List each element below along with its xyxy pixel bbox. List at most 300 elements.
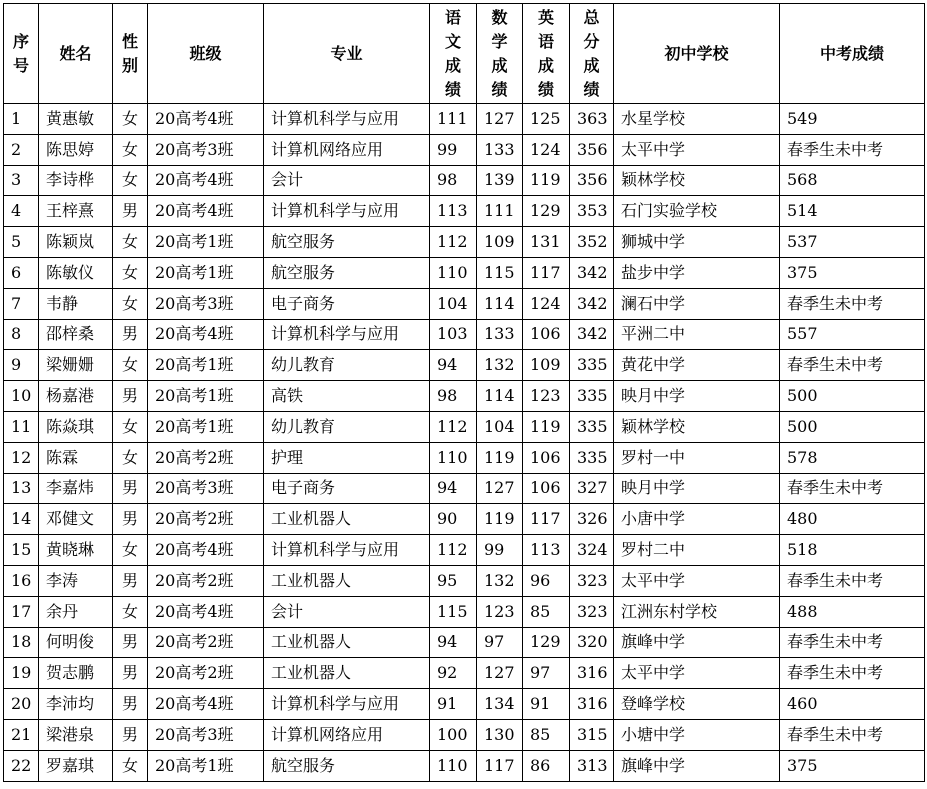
- cell-class: 20高考2班: [148, 627, 264, 658]
- cell-major: 高铁: [264, 381, 430, 412]
- cell-english: 91: [523, 689, 570, 720]
- header-math-char: 成: [491, 55, 508, 75]
- header-chinese: [430, 4, 477, 104]
- cell-english: 123: [523, 381, 570, 412]
- cell-english: 119: [523, 411, 570, 442]
- cell-major: 计算机网络应用: [264, 134, 430, 165]
- header-row: [4, 4, 925, 104]
- cell-zhongkao: 375: [780, 257, 925, 288]
- cell-gender: 女: [113, 350, 148, 381]
- cell-gender: 女: [113, 442, 148, 473]
- cell-chinese: 94: [430, 350, 477, 381]
- cell-math: 133: [477, 319, 523, 350]
- cell-math: 127: [477, 104, 523, 135]
- cell-class: 20高考1班: [148, 750, 264, 781]
- table-row: [4, 288, 925, 319]
- cell-gender: 女: [113, 257, 148, 288]
- cell-zhongkao: 春季生未中考: [780, 719, 925, 750]
- cell-index: 22: [4, 750, 39, 781]
- cell-middle-school: 罗村二中: [614, 535, 780, 566]
- cell-english: 119: [523, 165, 570, 196]
- header-total-char: 成: [583, 55, 600, 75]
- cell-chinese: 115: [430, 596, 477, 627]
- cell-english: 106: [523, 442, 570, 473]
- cell-total: 320: [570, 627, 614, 658]
- cell-middle-school: 登峰学校: [614, 689, 780, 720]
- cell-math: 132: [477, 565, 523, 596]
- cell-chinese: 98: [430, 381, 477, 412]
- cell-middle-school: 罗村一中: [614, 442, 780, 473]
- cell-class: 20高考2班: [148, 442, 264, 473]
- header-gender-char: 性: [121, 31, 138, 51]
- cell-total: 335: [570, 442, 614, 473]
- cell-class: 20高考1班: [148, 411, 264, 442]
- cell-index: 19: [4, 658, 39, 689]
- header-chinese-char: 文: [444, 31, 461, 51]
- cell-class: 20高考4班: [148, 319, 264, 350]
- cell-gender: 男: [113, 565, 148, 596]
- cell-middle-school: 旗峰中学: [614, 627, 780, 658]
- table-row: [4, 165, 925, 196]
- cell-major: 工业机器人: [264, 504, 430, 535]
- cell-middle-school: 江洲东村学校: [614, 596, 780, 627]
- cell-class: 20高考1班: [148, 381, 264, 412]
- cell-total: 316: [570, 658, 614, 689]
- header-math: [477, 4, 523, 104]
- cell-total: 315: [570, 719, 614, 750]
- header-index-char: 号: [12, 55, 29, 75]
- cell-chinese: 90: [430, 504, 477, 535]
- cell-major: 幼儿教育: [264, 350, 430, 381]
- cell-math: 111: [477, 196, 523, 227]
- cell-class: 20高考4班: [148, 196, 264, 227]
- cell-index: 4: [4, 196, 39, 227]
- table-row: [4, 442, 925, 473]
- table-row: [4, 750, 925, 781]
- cell-chinese: 111: [430, 104, 477, 135]
- table-row: [4, 381, 925, 412]
- cell-chinese: 99: [430, 134, 477, 165]
- cell-index: 2: [4, 134, 39, 165]
- cell-name: 梁姗姗: [39, 350, 113, 381]
- cell-math: 132: [477, 350, 523, 381]
- cell-name: 黄晓琳: [39, 535, 113, 566]
- cell-total: 342: [570, 288, 614, 319]
- cell-index: 13: [4, 473, 39, 504]
- cell-zhongkao: 578: [780, 442, 925, 473]
- header-name: [39, 4, 113, 104]
- cell-major: 计算机网络应用: [264, 719, 430, 750]
- cell-major: 会计: [264, 596, 430, 627]
- cell-name: 邵梓桑: [39, 319, 113, 350]
- cell-english: 131: [523, 227, 570, 258]
- cell-math: 97: [477, 627, 523, 658]
- cell-gender: 女: [113, 104, 148, 135]
- cell-index: 10: [4, 381, 39, 412]
- cell-index: 12: [4, 442, 39, 473]
- cell-major: 电子商务: [264, 473, 430, 504]
- cell-middle-school: 颖林学校: [614, 165, 780, 196]
- cell-major: 电子商务: [264, 288, 430, 319]
- cell-class: 20高考1班: [148, 257, 264, 288]
- cell-english: 96: [523, 565, 570, 596]
- table-row: [4, 196, 925, 227]
- cell-class: 20高考3班: [148, 473, 264, 504]
- cell-zhongkao: 568: [780, 165, 925, 196]
- cell-english: 97: [523, 658, 570, 689]
- cell-english: 113: [523, 535, 570, 566]
- cell-class: 20高考2班: [148, 658, 264, 689]
- cell-english: 129: [523, 196, 570, 227]
- cell-zhongkao: 春季生未中考: [780, 288, 925, 319]
- cell-index: 18: [4, 627, 39, 658]
- cell-major: 工业机器人: [264, 565, 430, 596]
- cell-chinese: 110: [430, 442, 477, 473]
- cell-zhongkao: 549: [780, 104, 925, 135]
- cell-total: 335: [570, 381, 614, 412]
- cell-zhongkao: 春季生未中考: [780, 473, 925, 504]
- cell-name: 李沛均: [39, 689, 113, 720]
- cell-gender: 女: [113, 411, 148, 442]
- header-index-char: 序: [12, 31, 29, 51]
- cell-major: 计算机科学与应用: [264, 535, 430, 566]
- cell-english: 117: [523, 504, 570, 535]
- cell-class: 20高考2班: [148, 565, 264, 596]
- cell-english: 85: [523, 596, 570, 627]
- header-math-char: 绩: [491, 79, 508, 99]
- cell-total: 323: [570, 565, 614, 596]
- cell-name: 黄惠敏: [39, 104, 113, 135]
- header-name-char: 姓名: [59, 43, 92, 63]
- cell-total: 356: [570, 165, 614, 196]
- cell-math: 134: [477, 689, 523, 720]
- cell-english: 124: [523, 288, 570, 319]
- table-row: [4, 504, 925, 535]
- cell-chinese: 113: [430, 196, 477, 227]
- cell-class: 20高考1班: [148, 350, 264, 381]
- table-row: [4, 565, 925, 596]
- cell-major: 工业机器人: [264, 658, 430, 689]
- cell-zhongkao: 500: [780, 381, 925, 412]
- header-zhongkao: [780, 4, 925, 104]
- cell-total: 327: [570, 473, 614, 504]
- cell-gender: 男: [113, 196, 148, 227]
- cell-index: 8: [4, 319, 39, 350]
- cell-total: 353: [570, 196, 614, 227]
- table-row: [4, 719, 925, 750]
- header-gender-char: 别: [121, 55, 138, 75]
- cell-chinese: 98: [430, 165, 477, 196]
- cell-zhongkao: 春季生未中考: [780, 627, 925, 658]
- header-math-char: 学: [491, 31, 508, 51]
- header-english-char: 语: [537, 31, 554, 51]
- cell-total: 342: [570, 319, 614, 350]
- cell-math: 139: [477, 165, 523, 196]
- cell-zhongkao: 460: [780, 689, 925, 720]
- cell-chinese: 112: [430, 535, 477, 566]
- cell-major: 航空服务: [264, 227, 430, 258]
- cell-math: 114: [477, 381, 523, 412]
- cell-class: 20高考4班: [148, 596, 264, 627]
- cell-total: 316: [570, 689, 614, 720]
- header-english-char: 英: [537, 7, 554, 27]
- cell-middle-school: 澜石中学: [614, 288, 780, 319]
- cell-total: 356: [570, 134, 614, 165]
- header-english: [523, 4, 570, 104]
- header-math-char: 数: [491, 7, 508, 27]
- cell-major: 计算机科学与应用: [264, 319, 430, 350]
- cell-gender: 女: [113, 750, 148, 781]
- cell-name: 王梓熹: [39, 196, 113, 227]
- cell-name: 陈颖岚: [39, 227, 113, 258]
- cell-index: 9: [4, 350, 39, 381]
- cell-middle-school: 黄花中学: [614, 350, 780, 381]
- cell-english: 129: [523, 627, 570, 658]
- cell-zhongkao: 557: [780, 319, 925, 350]
- cell-class: 20高考4班: [148, 104, 264, 135]
- cell-middle-school: 太平中学: [614, 565, 780, 596]
- cell-english: 106: [523, 319, 570, 350]
- header-gender: [113, 4, 148, 104]
- header-index: [4, 4, 39, 104]
- header-major: [264, 4, 430, 104]
- cell-class: 20高考4班: [148, 165, 264, 196]
- header-class-char: 班级: [189, 43, 222, 63]
- header-chinese-char: 成: [444, 55, 461, 75]
- cell-class: 20高考4班: [148, 689, 264, 720]
- cell-zhongkao: 春季生未中考: [780, 565, 925, 596]
- cell-name: 陈焱琪: [39, 411, 113, 442]
- cell-middle-school: 平洲二中: [614, 319, 780, 350]
- cell-gender: 男: [113, 689, 148, 720]
- cell-chinese: 100: [430, 719, 477, 750]
- table-row: [4, 658, 925, 689]
- cell-middle-school: 映月中学: [614, 473, 780, 504]
- score-table: [3, 3, 925, 782]
- cell-index: 5: [4, 227, 39, 258]
- cell-gender: 女: [113, 535, 148, 566]
- cell-chinese: 92: [430, 658, 477, 689]
- cell-gender: 男: [113, 719, 148, 750]
- cell-name: 梁港泉: [39, 719, 113, 750]
- cell-middle-school: 小塘中学: [614, 719, 780, 750]
- cell-middle-school: 狮城中学: [614, 227, 780, 258]
- cell-zhongkao: 500: [780, 411, 925, 442]
- cell-index: 1: [4, 104, 39, 135]
- cell-math: 133: [477, 134, 523, 165]
- cell-total: 326: [570, 504, 614, 535]
- cell-zhongkao: 春季生未中考: [780, 350, 925, 381]
- cell-chinese: 94: [430, 473, 477, 504]
- cell-name: 陈思婷: [39, 134, 113, 165]
- cell-total: 324: [570, 535, 614, 566]
- header-chinese-char: 绩: [444, 79, 461, 99]
- header-total-char: 分: [583, 31, 600, 51]
- cell-english: 85: [523, 719, 570, 750]
- table-row: [4, 689, 925, 720]
- header-middle-school-char: 初中学校: [664, 43, 729, 63]
- cell-major: 工业机器人: [264, 627, 430, 658]
- cell-zhongkao: 514: [780, 196, 925, 227]
- header-total: [570, 4, 614, 104]
- cell-chinese: 104: [430, 288, 477, 319]
- cell-chinese: 91: [430, 689, 477, 720]
- cell-name: 杨嘉港: [39, 381, 113, 412]
- cell-middle-school: 盐步中学: [614, 257, 780, 288]
- cell-middle-school: 小唐中学: [614, 504, 780, 535]
- cell-chinese: 110: [430, 750, 477, 781]
- cell-chinese: 112: [430, 227, 477, 258]
- table-row: [4, 319, 925, 350]
- table-row: [4, 350, 925, 381]
- cell-middle-school: 映月中学: [614, 381, 780, 412]
- cell-english: 117: [523, 257, 570, 288]
- cell-class: 20高考3班: [148, 134, 264, 165]
- cell-index: 3: [4, 165, 39, 196]
- cell-math: 127: [477, 658, 523, 689]
- cell-gender: 男: [113, 319, 148, 350]
- cell-english: 86: [523, 750, 570, 781]
- cell-major: 计算机科学与应用: [264, 196, 430, 227]
- cell-gender: 女: [113, 227, 148, 258]
- cell-name: 李涛: [39, 565, 113, 596]
- header-zhongkao-char: 中考成绩: [819, 43, 884, 63]
- cell-gender: 女: [113, 134, 148, 165]
- cell-index: 14: [4, 504, 39, 535]
- cell-major: 计算机科学与应用: [264, 689, 430, 720]
- table-row: [4, 535, 925, 566]
- header-major-char: 专业: [330, 43, 363, 63]
- header-total-char: 绩: [583, 79, 600, 99]
- cell-zhongkao: 518: [780, 535, 925, 566]
- cell-gender: 男: [113, 473, 148, 504]
- cell-chinese: 103: [430, 319, 477, 350]
- cell-middle-school: 石门实验学校: [614, 196, 780, 227]
- cell-name: 余丹: [39, 596, 113, 627]
- cell-index: 17: [4, 596, 39, 627]
- cell-math: 114: [477, 288, 523, 319]
- cell-name: 邓健文: [39, 504, 113, 535]
- cell-total: 342: [570, 257, 614, 288]
- cell-english: 124: [523, 134, 570, 165]
- cell-gender: 男: [113, 658, 148, 689]
- table-row: [4, 104, 925, 135]
- cell-middle-school: 太平中学: [614, 134, 780, 165]
- cell-math: 123: [477, 596, 523, 627]
- cell-english: 125: [523, 104, 570, 135]
- cell-english: 106: [523, 473, 570, 504]
- cell-major: 护理: [264, 442, 430, 473]
- cell-major: 航空服务: [264, 257, 430, 288]
- cell-gender: 男: [113, 627, 148, 658]
- header-class: [148, 4, 264, 104]
- cell-index: 16: [4, 565, 39, 596]
- cell-math: 119: [477, 504, 523, 535]
- cell-class: 20高考3班: [148, 288, 264, 319]
- cell-zhongkao: 375: [780, 750, 925, 781]
- cell-middle-school: 水星学校: [614, 104, 780, 135]
- cell-chinese: 110: [430, 257, 477, 288]
- cell-class: 20高考3班: [148, 719, 264, 750]
- cell-name: 罗嘉琪: [39, 750, 113, 781]
- cell-index: 7: [4, 288, 39, 319]
- cell-math: 115: [477, 257, 523, 288]
- cell-index: 11: [4, 411, 39, 442]
- table-row: [4, 257, 925, 288]
- header-english-char: 绩: [537, 79, 554, 99]
- cell-name: 李嘉炜: [39, 473, 113, 504]
- cell-gender: 男: [113, 381, 148, 412]
- cell-math: 109: [477, 227, 523, 258]
- table-row: [4, 596, 925, 627]
- cell-major: 幼儿教育: [264, 411, 430, 442]
- cell-total: 352: [570, 227, 614, 258]
- cell-class: 20高考2班: [148, 504, 264, 535]
- cell-major: 计算机科学与应用: [264, 104, 430, 135]
- table-row: [4, 227, 925, 258]
- table-row: [4, 134, 925, 165]
- cell-total: 335: [570, 411, 614, 442]
- cell-name: 韦静: [39, 288, 113, 319]
- cell-name: 贺志鹏: [39, 658, 113, 689]
- cell-total: 363: [570, 104, 614, 135]
- cell-index: 20: [4, 689, 39, 720]
- cell-chinese: 94: [430, 627, 477, 658]
- header-chinese-char: 语: [444, 7, 461, 27]
- header-english-char: 成: [537, 55, 554, 75]
- cell-total: 323: [570, 596, 614, 627]
- table-body: [4, 104, 925, 782]
- cell-name: 李诗桦: [39, 165, 113, 196]
- cell-math: 130: [477, 719, 523, 750]
- cell-chinese: 95: [430, 565, 477, 596]
- cell-gender: 女: [113, 165, 148, 196]
- cell-zhongkao: 春季生未中考: [780, 134, 925, 165]
- cell-name: 陈霖: [39, 442, 113, 473]
- cell-zhongkao: 春季生未中考: [780, 658, 925, 689]
- cell-class: 20高考1班: [148, 227, 264, 258]
- cell-index: 15: [4, 535, 39, 566]
- cell-middle-school: 太平中学: [614, 658, 780, 689]
- cell-zhongkao: 488: [780, 596, 925, 627]
- cell-middle-school: 旗峰中学: [614, 750, 780, 781]
- cell-major: 会计: [264, 165, 430, 196]
- cell-major: 航空服务: [264, 750, 430, 781]
- cell-gender: 女: [113, 288, 148, 319]
- cell-index: 21: [4, 719, 39, 750]
- cell-total: 313: [570, 750, 614, 781]
- cell-gender: 女: [113, 596, 148, 627]
- cell-total: 335: [570, 350, 614, 381]
- cell-name: 何明俊: [39, 627, 113, 658]
- cell-math: 117: [477, 750, 523, 781]
- cell-class: 20高考4班: [148, 535, 264, 566]
- cell-name: 陈敏仪: [39, 257, 113, 288]
- cell-chinese: 112: [430, 411, 477, 442]
- header-middle-school: [614, 4, 780, 104]
- cell-math: 104: [477, 411, 523, 442]
- table-row: [4, 627, 925, 658]
- cell-english: 109: [523, 350, 570, 381]
- cell-index: 6: [4, 257, 39, 288]
- cell-zhongkao: 480: [780, 504, 925, 535]
- cell-math: 127: [477, 473, 523, 504]
- cell-middle-school: 颖林学校: [614, 411, 780, 442]
- header-total-char: 总: [583, 7, 600, 27]
- cell-math: 119: [477, 442, 523, 473]
- cell-gender: 男: [113, 504, 148, 535]
- cell-math: 99: [477, 535, 523, 566]
